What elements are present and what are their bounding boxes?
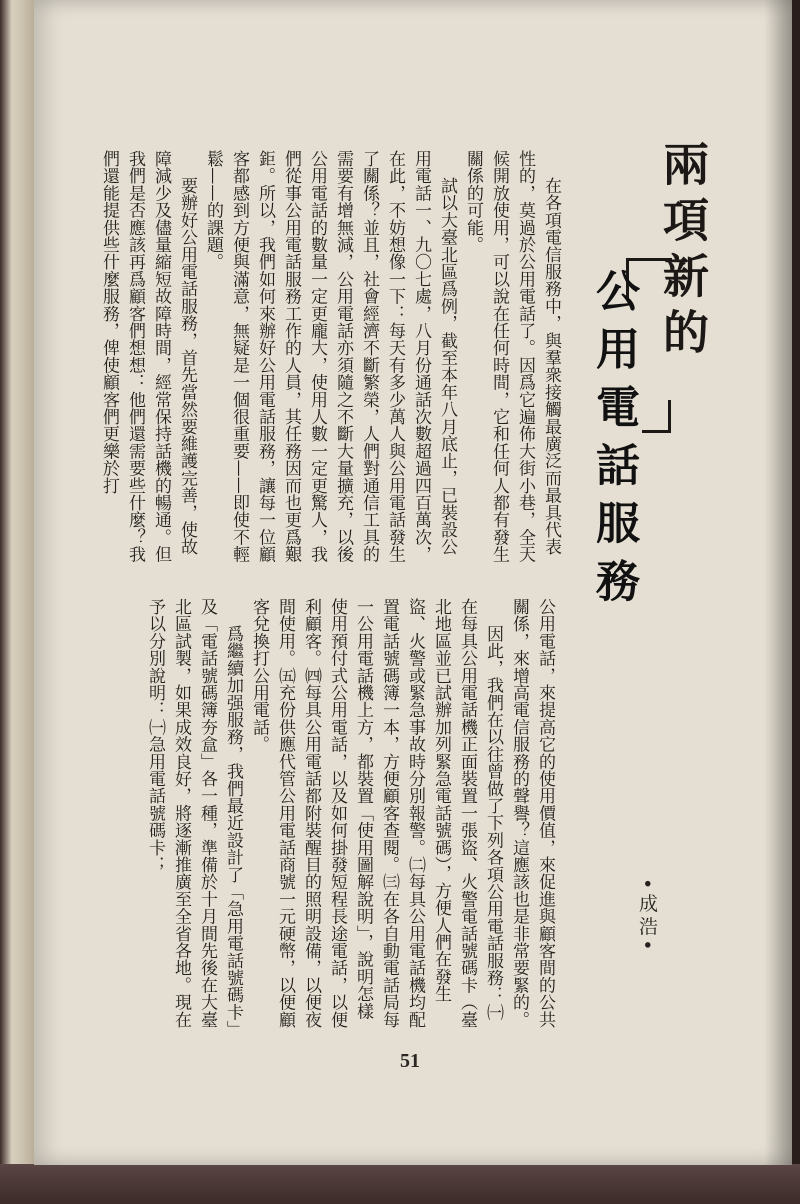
paragraph: 試以大臺北區爲例，截至本年八月底止，已裝設公用電話一、九〇七處，八月份通話次數超過四百萬次，在此，不妨想像一下：每天有多少萬人與公用電話發生了關係？並且，社會經濟不斷繁榮，人們對通信工具的需要有增無減，公用電話亦須隨之不斷大量擴充，以後公用電話的數量一定更龐大，使用人數一定更驚人，我們從事公用電話服務工作的人員，其任務因而也更爲艱鉅。所以，我們如何來辦好公用電話服務，讓每一位顧客都感到方便與滿意，無疑是一個很重要——即使不輕鬆——的課題。 <box>203 150 457 563</box>
spine-shadow <box>764 0 792 1165</box>
paragraph: 爲繼續加强服務，我們最近設計了「急用電話號碼卡」及「電話號碼簿夯盒」各一種，準備於十月間先後在大臺北區試製，如果成效良好，將逐漸推廣至全省各地。現在予以分別說明：㈠急用電話號碼卡； <box>145 598 243 1030</box>
paragraph: 在各項電信服務中，與羣衆接觸最廣泛而最具代表性的，莫過於公用電話了。因爲它遍佈大街小巷，全天候開放使用，可以說在任何時間，它和任何人都有發生關係的可能。 <box>463 150 561 563</box>
lower-text-block <box>108 598 558 1033</box>
title-bracket-bottom <box>642 430 671 433</box>
article-title-top: 兩項新的 <box>656 140 710 364</box>
paragraph: 要辦好公用電話服務，首先當然要維護完善，使故障減少及儘量縮短故障時間，經常保持話機的暢通。但我們是否應該再爲顧客們想想：他們還需要些什麼？我們還能提供些什麼服務，俾使顧客們更樂於打 <box>99 150 197 563</box>
upper-text-block <box>99 150 564 570</box>
article-author: •成浩• <box>636 878 658 955</box>
article-title-main: 公用電話服務 <box>588 268 639 616</box>
title-bracket-right <box>668 400 671 430</box>
book-page-edges <box>0 0 34 1204</box>
paragraph: 因此，我們在以往曾做了下列各項公用電話服務：㈠在每具公用電話機正面裝置一張盜、火警電話號碼卡（臺北地區並已試辦加列緊急電話號碼），方便人們在發生盜、火警或緊急事故時分別報警。㈡每具公用電話機均配置電話號碼簿一本，方便顧客查閱。㈢在各自動電話局每一公用電話機上方，都裝置「使用圖解說明」，說明怎樣使用預付式公用電話，以及如何掛發短程長途電話，以便利顧客。㈣每具公用電話都附裝醒目的照明設備，以便夜間使用。㈤充份供應代管公用電話商號一元硬幣，以便顧客兌換打公用電話。 <box>249 598 503 1028</box>
book-cover-edge <box>0 1164 800 1204</box>
title-bracket-top <box>626 258 672 261</box>
page-number: 51 <box>400 1050 420 1072</box>
paragraph: 公用電話，來提高它的使用價值，來促進與顧客間的公共關係，來增高電信服務的聲譽？這應該也是非常要緊的。 <box>509 598 555 1028</box>
